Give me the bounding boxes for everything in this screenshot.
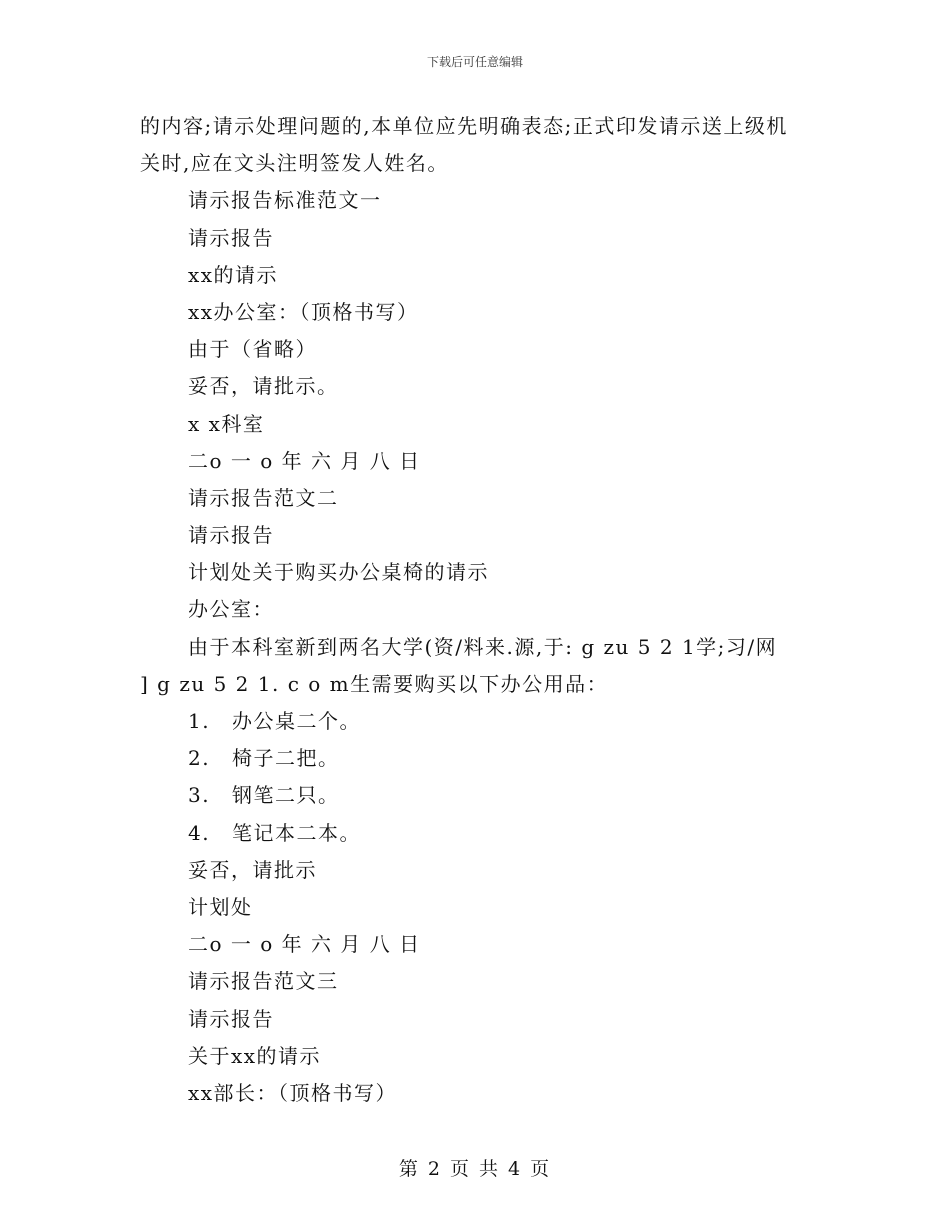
list-item	[140, 777, 810, 814]
list-item	[140, 815, 810, 852]
list-text: 钢笔二只。	[232, 783, 340, 808]
text-line: 妥否，请批示。	[188, 374, 339, 399]
text-line: 请示报告	[188, 523, 274, 548]
list-number: 3.	[188, 783, 211, 808]
list-number: 2.	[188, 746, 211, 771]
list-item	[140, 740, 810, 777]
document-body	[140, 108, 810, 1112]
text-line: xx的请示	[188, 262, 279, 287]
text-line: ] g zu 5 2 1. c o m生需要购买以下办公用品：	[140, 671, 609, 696]
list-number: 4.	[188, 820, 211, 845]
list-number: 1.	[188, 709, 211, 733]
list-item	[140, 703, 810, 740]
text-line: 由于（省略）	[188, 337, 317, 362]
text-line: 由于本科室新到两名大学(资/料来.源,于: g zu 5 2 1学;习/网	[188, 634, 778, 659]
text-line: 办公室：	[188, 597, 274, 622]
page-header: 下载后可任意编辑	[426, 55, 523, 69]
section-title: 请示报告范文二	[188, 485, 339, 510]
text-line: 妥否，请批示	[188, 857, 317, 882]
list-text: 办公桌二个。	[232, 709, 361, 733]
list-text: 椅子二把。	[232, 746, 340, 771]
text-line: 计划处关于购买办公桌椅的请示	[188, 560, 489, 585]
section-title: 请示报告范文三	[188, 969, 339, 994]
text-line: 请示报告	[188, 225, 274, 250]
text-line: x x科室	[188, 411, 265, 436]
list-text: 笔记本二本。	[232, 820, 361, 845]
text-line: xx办公室：（顶格书写）	[188, 299, 419, 324]
date-line: 二o 一 o 年 六 月 八 日	[188, 448, 421, 473]
text-line: 的内容;请示处理问题的,本单位应先明确表态;正式印发请示送上级机	[140, 114, 788, 138]
date-line: 二o 一 o 年 六 月 八 日	[188, 932, 421, 957]
text-line: 计划处	[188, 894, 253, 919]
section-title: 请示报告标准范文一	[188, 188, 382, 213]
text-line: xx部长：（顶格书写）	[188, 1080, 398, 1105]
text-line: 关于xx的请示	[188, 1043, 322, 1068]
page-footer: 第 2 页 共 4 页	[398, 1158, 552, 1180]
text-line: 请示报告	[188, 1006, 274, 1031]
text-line: 关时,应在文头注明签发人姓名。	[140, 151, 449, 176]
